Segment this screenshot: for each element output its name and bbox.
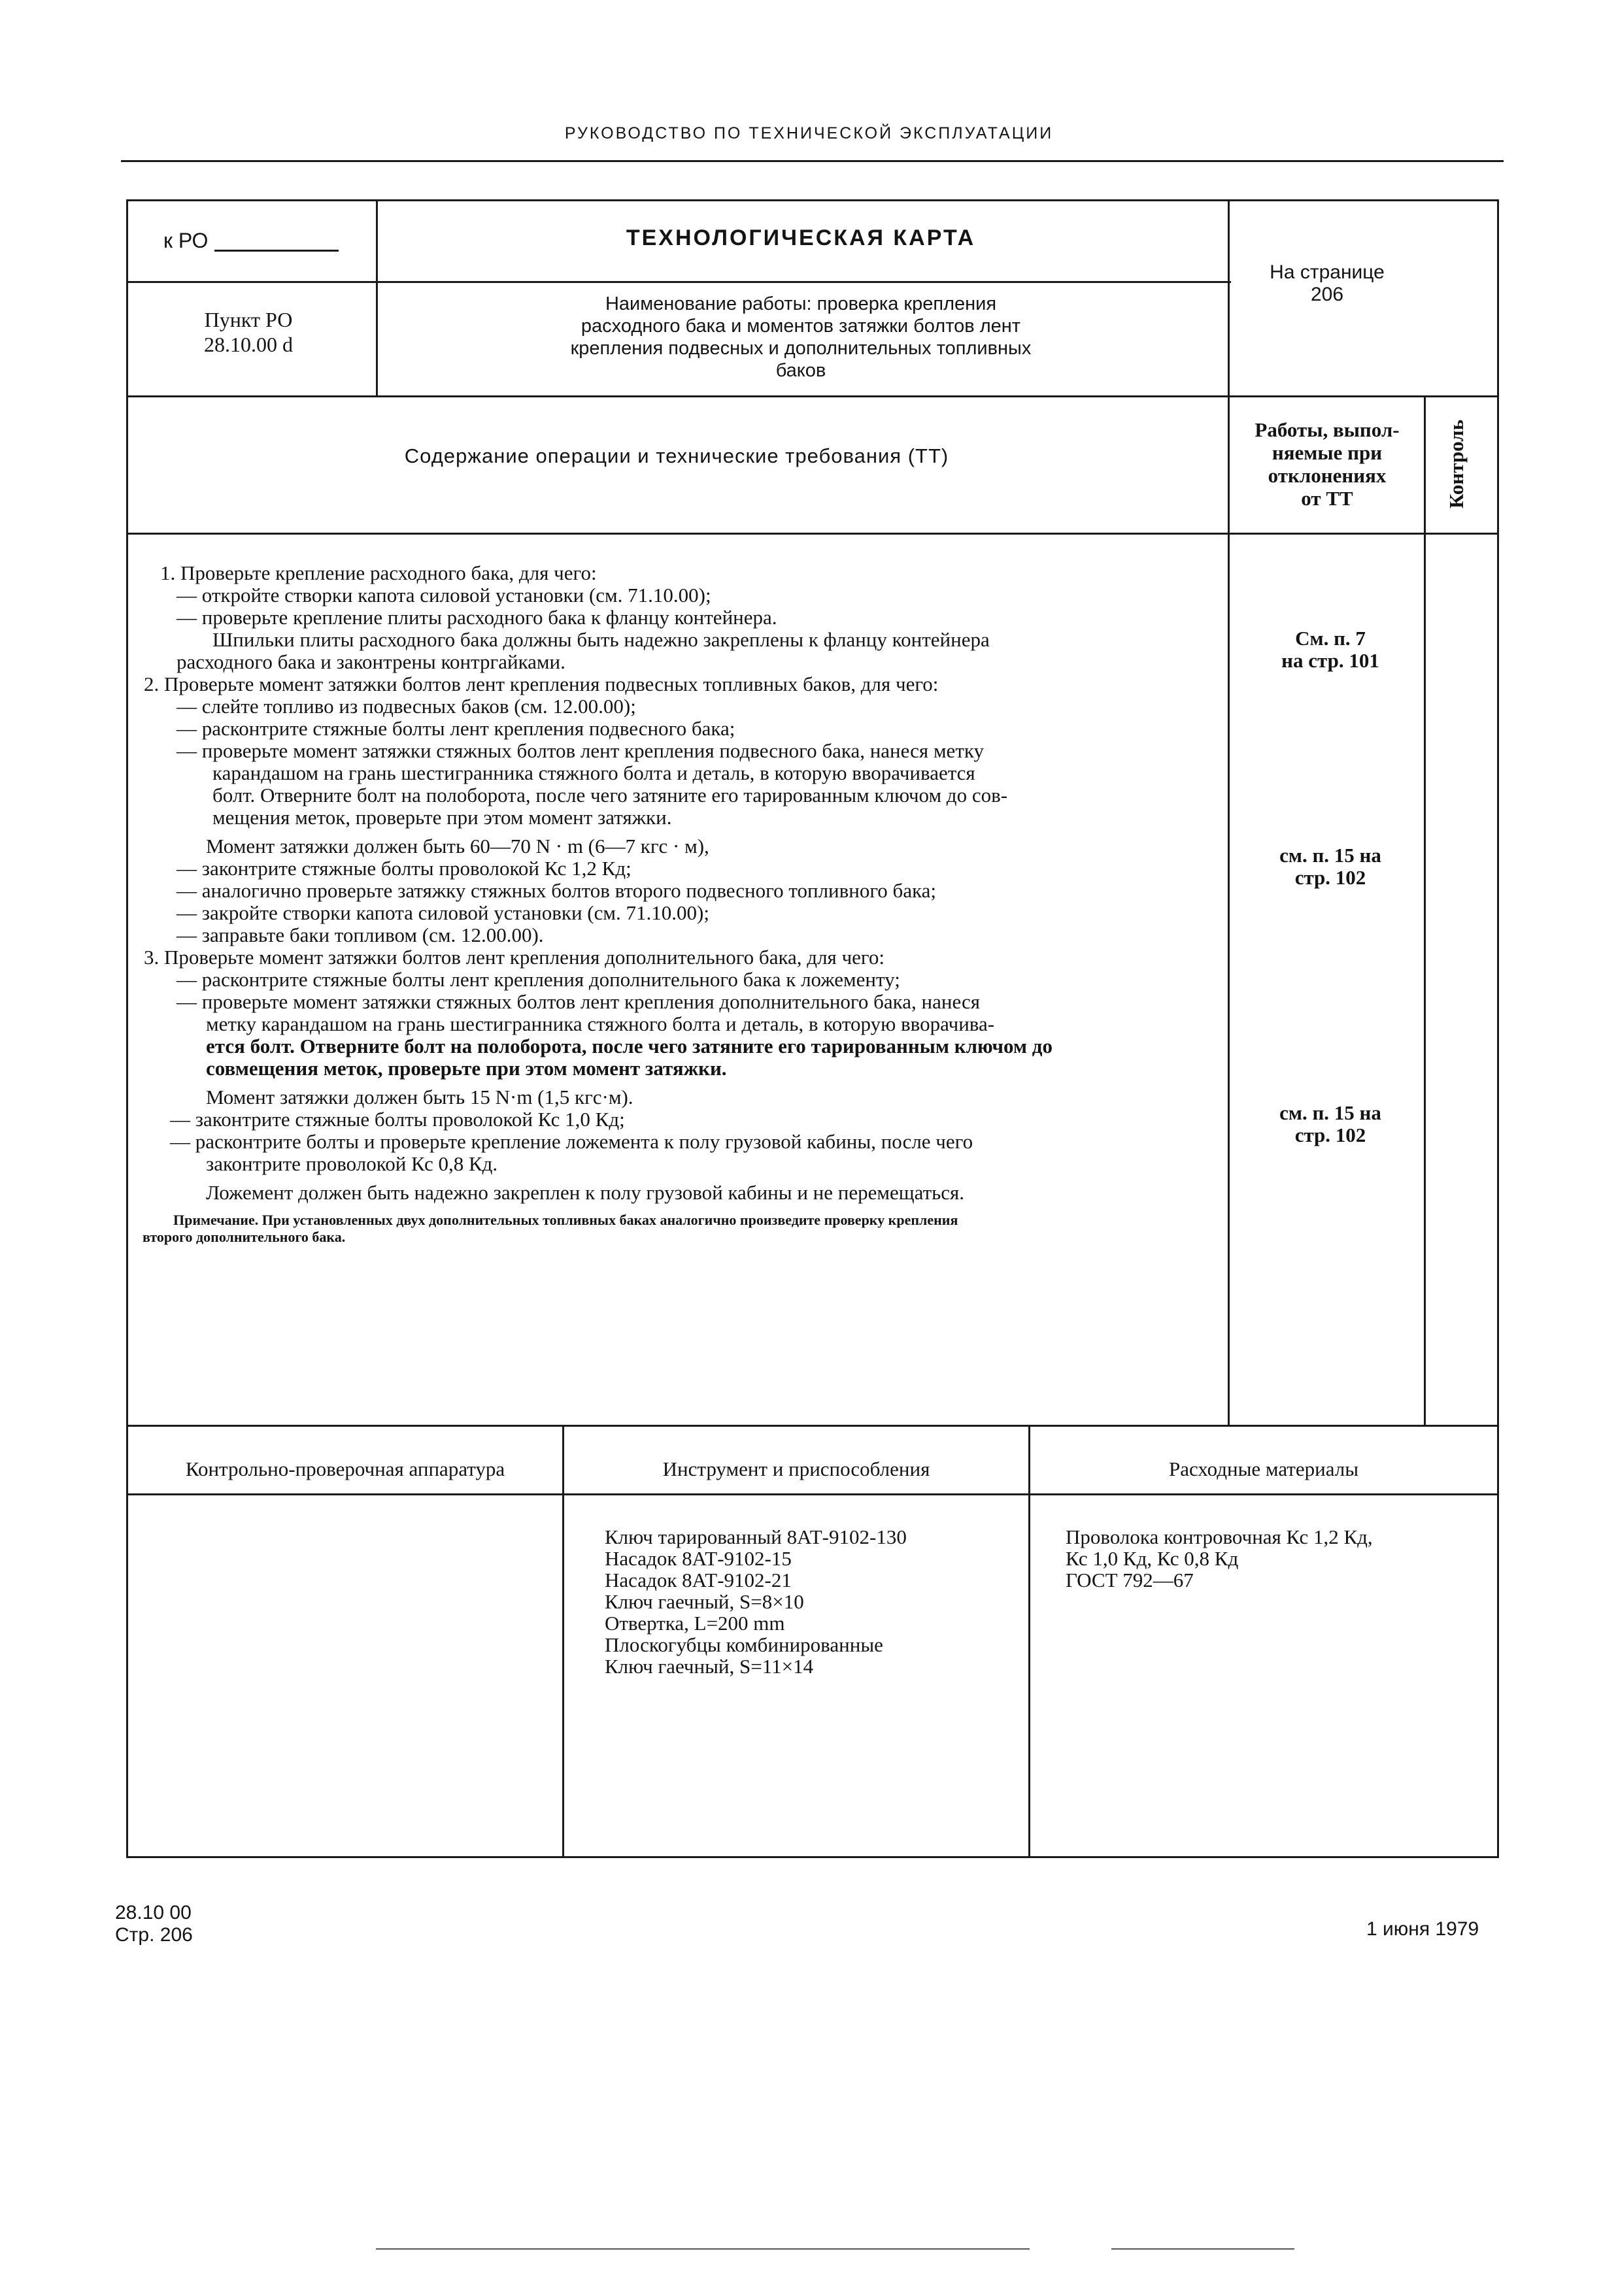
deviation-ref-line: стр. 102	[1294, 866, 1366, 889]
operation-line: карандашом на грань шестигранника стяжного болта и деталь, в которую вворачивается	[212, 761, 975, 784]
operation-line: Ложемент должен быть надежно закреплен к полу грузовой кабины и не перемещаться.	[206, 1181, 965, 1204]
operation-line: — законтрите стяжные болты проволокой Кс 1,2 Кд;	[177, 857, 632, 880]
deviation-ref-line: См. п. 7	[1295, 627, 1366, 650]
operation-line: мещения меток, проверьте при этом момент затяжки.	[212, 806, 672, 829]
title-row-divider	[126, 281, 1231, 283]
deviation-header-line: отклонениях	[1268, 464, 1387, 487]
operation-line: — расконтрите стяжные болты лент крепления подвесного бака;	[177, 717, 735, 740]
work-name-line: крепления подвесных и дополнительных топливных	[570, 338, 1032, 359]
deviation-ref-line: см. п. 15 на	[1279, 1101, 1381, 1124]
material-item: Кс 1,0 Кд, Кс 0,8 Кд	[1066, 1547, 1239, 1570]
footer-page: Стр. 206	[115, 1924, 193, 1946]
operation-line: — законтрите стяжные болты проволокой Кс 1,0 Кд;	[170, 1108, 625, 1131]
deviation-ref	[1232, 627, 1428, 672]
tool-item: Плоскогубцы комбинированные	[605, 1633, 883, 1656]
deviation-header-line: няемые при	[1272, 441, 1383, 464]
work-name-line: расходного бака и моментов затяжки болтов лент	[581, 316, 1021, 337]
deviation-header-line: Работы, выпол-	[1255, 418, 1400, 441]
equipment-header: Контрольно-проверочная аппаратура	[185, 1457, 505, 1480]
operation-line: законтрите проволокой Кс 0,8 Кд.	[206, 1152, 498, 1175]
card-header-bottom	[126, 395, 1499, 397]
operation-line: — проверьте крепление плиты расходного бака к фланцу контейнера.	[177, 606, 777, 629]
ref-blank-line	[214, 250, 339, 252]
deviation-column-left	[1228, 395, 1230, 1427]
note-line: Примечание. При установленных двух дополнительных топливных баках аналогично произведите проверку крепления	[173, 1212, 958, 1228]
bottom-scan-rule	[1111, 2248, 1294, 2250]
tool-item: Отвертка, L=200 mm	[605, 1612, 785, 1635]
materials-header: Расходные материалы	[1168, 1457, 1359, 1480]
operation-line: — заправьте баки топливом (см. 12.00.00).	[177, 923, 544, 946]
frame-right	[1497, 199, 1499, 1858]
tool-item: Ключ гаечный, S=8×10	[605, 1590, 804, 1613]
operation-line: — проверьте момент затяжки стяжных болтов лент крепления подвесного бака, нанеся метку	[177, 739, 984, 762]
material-item: ГОСТ 792—67	[1066, 1569, 1194, 1591]
work-name	[405, 293, 1196, 382]
column-header-bottom	[126, 533, 1499, 535]
deviation-ref-line: см. п. 15 на	[1279, 844, 1381, 867]
frame-bottom	[126, 1856, 1499, 1858]
deviation-ref	[1232, 844, 1428, 889]
tool-item: Ключ тарированный 8АТ-9102-130	[605, 1525, 907, 1548]
tools-header: Инструмент и приспособления	[662, 1457, 930, 1480]
ref-label: к РО	[163, 229, 209, 252]
item-value: 28.10.00 d	[204, 333, 293, 356]
page-label: На странице	[1270, 261, 1385, 283]
operation-line: — расконтрите стяжные болты лент крепления дополнительного бака к ложементу;	[177, 968, 900, 991]
operation-line: Момент затяжки должен быть 60—70 N · m (6—7 кгс · м),	[206, 835, 709, 857]
deviation-header-line: от ТТ	[1301, 487, 1353, 510]
operation-line: совмещения меток, проверьте при этом момент затяжки.	[206, 1057, 727, 1080]
control-header-label: Контроль	[1445, 419, 1468, 509]
material-item: Проволока контровочная Кс 1,2 Кд,	[1066, 1525, 1373, 1548]
operation-line: — закройте створки капота силовой установки (см. 71.10.00);	[177, 901, 709, 924]
page-ref	[1229, 261, 1425, 306]
deviation-ref-line: стр. 102	[1294, 1123, 1366, 1146]
work-name-line: баков	[775, 360, 826, 381]
frame-top	[126, 199, 1499, 201]
operations-bottom	[126, 1425, 1499, 1427]
tool-item: Насадок 8АТ-9102-21	[605, 1569, 792, 1591]
item-label: Пункт РО	[204, 308, 293, 331]
materials-list	[1066, 1526, 1373, 1591]
operation-line: болт. Отверните болт на полоборота, после чего затяните его тарированным ключом до сов-	[212, 784, 1008, 807]
operation-line: Шпильки плиты расходного бака должны быть надежно закреплены к фланцу контейнера	[212, 628, 990, 651]
operation-line: 2. Проверьте момент затяжки болтов лент крепления подвесных топливных баков, для чего:	[144, 673, 939, 695]
footer-code: 28.10 00	[115, 1902, 192, 1923]
footer-code-block	[115, 1902, 193, 1946]
bottom-scan-rule	[376, 2248, 1030, 2250]
tool-item: Ключ гаечный, S=11×14	[605, 1655, 814, 1678]
equipment-divider-1	[562, 1425, 564, 1858]
header-rule	[121, 160, 1504, 162]
operation-line: ется болт. Отверните болт на полоборота, после чего затяните его тарированным ключом до	[206, 1035, 1053, 1057]
operation-line: — откройте створки капота силовой установки (см. 71.10.00);	[177, 584, 711, 607]
item-ref	[124, 307, 373, 357]
tools-list	[605, 1526, 907, 1677]
deviation-header	[1232, 418, 1422, 510]
deviation-ref-line: на стр. 101	[1281, 649, 1379, 672]
equipment-divider-2	[1028, 1425, 1030, 1858]
operation-line: 1. Проверьте крепление расходного бака, для чего:	[160, 561, 597, 584]
operation-line: — расконтрите болты и проверьте крепление ложемента к полу грузовой кабины, после чего	[170, 1130, 973, 1153]
work-name-line: Наименование работы: проверка крепления	[605, 293, 997, 314]
footer-date: 1 июня 1979	[1366, 1918, 1479, 1940]
card-header-divider-left	[376, 199, 378, 397]
control-column-left	[1424, 395, 1426, 1427]
operation-line: расходного бака и законтрены контргайками.	[177, 650, 565, 673]
operation-line: — слейте топливо из подвесных баков (см. 12.00.00);	[177, 695, 636, 718]
card-title: ТЕХНОЛОГИЧЕСКАЯ КАРТА	[626, 225, 976, 250]
page-value: 206	[1310, 284, 1344, 305]
operation-line: — проверьте момент затяжки стяжных болтов лент крепления дополнительного бака, нанеся	[177, 990, 980, 1013]
operation-line: 3. Проверьте момент затяжки болтов лент крепления дополнительного бака, для чего:	[144, 946, 885, 969]
operation-line: метку карандашом на грань шестигранника стяжного болта и деталь, в которую вворачива-	[206, 1012, 995, 1035]
contents-header: Содержание операции и технические требования (ТТ)	[404, 444, 949, 467]
tool-item: Насадок 8АТ-9102-15	[605, 1547, 792, 1570]
control-header	[1425, 392, 1488, 536]
operation-line: Момент затяжки должен быть 15 N·m (1,5 кгс·м).	[206, 1086, 633, 1108]
running-header: РУКОВОДСТВО ПО ТЕХНИЧЕСКОЙ ЭКСПЛУАТАЦИИ	[564, 124, 1054, 142]
note-line: второго дополнительного бака.	[143, 1229, 346, 1245]
deviation-ref	[1232, 1102, 1428, 1146]
operation-line: — аналогично проверьте затяжку стяжных болтов второго подвесного топливного бака;	[177, 879, 937, 902]
equipment-header-bottom	[126, 1493, 1499, 1495]
